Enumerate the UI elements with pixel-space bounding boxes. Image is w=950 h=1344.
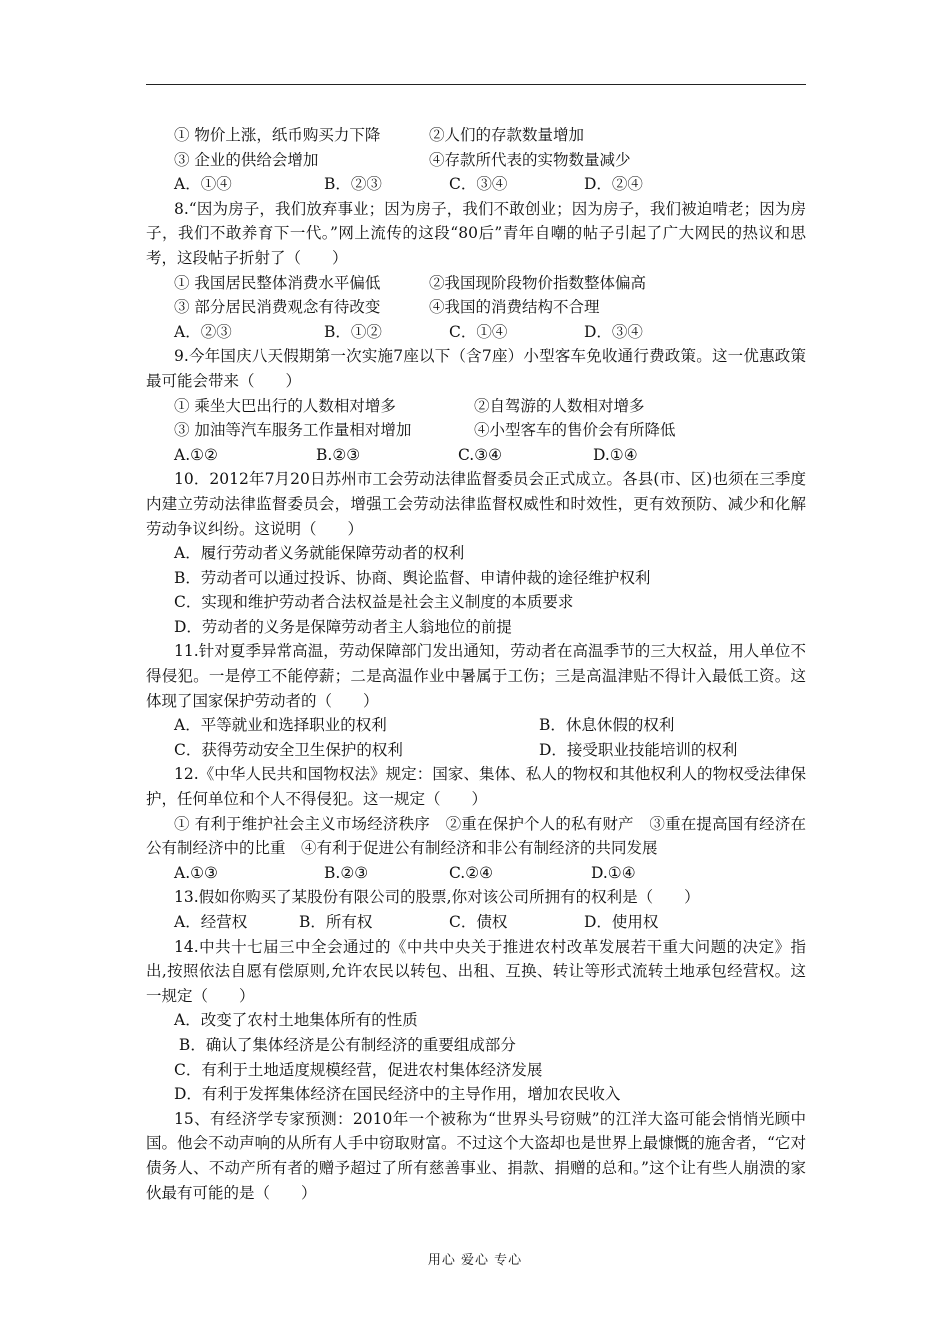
q12-answer-a: A.①③ [174,863,218,882]
q9-option-2: ②自驾游的人数相对增多 [474,396,645,415]
q11-option-b: B．休息休假的权利 [539,716,675,735]
q12-answer-d: D.①④ [591,863,636,882]
q13-answer-c: C．债权 [449,913,508,931]
q11-option-a: A．平等就业和选择职业的权利 [174,716,387,735]
q10-option-b: B．劳动者可以通过投诉、协商、舆论监督、申请仲裁的途径维护权利 [174,568,651,587]
q9-option-1: ① 乘坐大巴出行的人数相对增多 [174,396,396,415]
q7-answer-b: B．②③ [324,175,382,194]
q11-stem: 11.针对夏季异常高温，劳动保障部门发出通知，劳动者在高温季节的三大权益，用人单位不得侵犯。一是停工不能停薪；二是高温作业中暑属于工伤；三是高温津贴不得计入最低工资。这体现了国家保护劳动者的（ ） [146,642,806,710]
q8-option-1: ① 我国居民整体消费水平偏低 [174,273,381,292]
q8-answer-d: D．③④ [584,322,643,341]
q7-options-row-2 [146,148,806,173]
page-content [146,123,806,1205]
page-footer: 用心 爱心 专心 [427,1253,523,1268]
q12-stem: 12.《中华人民共和国物权法》规定：国家、集体、私人的物权和其他权利人的物权受法律保护，任何单位和个人不得侵犯。这一规定（ ） [146,765,806,809]
q8-answer-a: A．②③ [174,322,232,341]
q9-options-row-2 [146,418,806,443]
q12-answer-c: C.②④ [449,863,494,882]
q10-option-d: D．劳动者的义务是保障劳动者主人翁地位的前提 [174,617,512,636]
q7-answer-c: C．③④ [449,175,508,194]
q14-option-a: A．改变了农村土地集体所有的性质 [174,1011,418,1030]
q10-option-a: A．履行劳动者义务就能保障劳动者的权利 [174,544,465,563]
q8-option-4: ④我国的消费结构不合理 [429,298,600,317]
q15-stem: 15、有经济学专家预测：2010年一个被称为“世界头号窃贼”的江洋大盗可能会悄悄光顾中国。他会不动声响的从所有人手中窃取财富。不过这个大盗却也是世界上最慷慨的施舍者，“它对债务人、不动产所有者的赠予超过了所有慈善事业、捐款、捐赠的总和。”这个让有些人崩溃的家伙最有可能的是（ ） [146,1109,806,1202]
q7-answers [146,172,806,197]
q13-answer-b: B．所有权 [299,913,373,931]
q14-option-b: B．确认了集体经济是公有制经济的重要组成部分 [174,1035,516,1054]
q7-options-row-1 [146,123,806,148]
q14-option-d: D．有利于发挥集体经济在国民经济中的主导作用，增加农民收入 [174,1085,621,1104]
q9-answer-a: A.①② [174,445,218,464]
q11-option-d: D．接受职业技能培训的权利 [539,740,738,759]
q7-option-4: ④存款所代表的实物数量减少 [429,150,631,169]
header-rule [146,84,806,85]
q9-answers [146,443,806,468]
q11-option-c: C．获得劳动安全卫生保护的权利 [174,740,403,759]
q9-stem: 9.今年国庆八天假期第一次实施7座以下（含7座）小型客车免收通行费政策。这一优惠政策最可能会带来（ ） [146,347,806,390]
q8-answer-b: B．①② [324,322,382,341]
q9-answer-b: B.②③ [316,445,361,464]
q8-options-row-1 [146,271,806,296]
q7-answer-d: D．②④ [584,175,643,194]
q8-option-2: ②我国现阶段物价指数整体偏高 [429,273,647,292]
q9-answer-d: D.①④ [593,445,638,464]
q9-options-row-1 [146,394,806,419]
q14-option-c: C．有利于土地适度规模经营，促进农村集体经济发展 [174,1060,543,1079]
q8-options-row-2 [146,295,806,320]
q7-option-2: ②人们的存款数量增加 [429,126,585,144]
q9-option-3: ③ 加油等汽车服务工作量相对增加 [174,421,412,440]
q12-answers [146,861,806,886]
q8-answer-c: C．①④ [449,322,508,341]
q7-answer-a: A．①④ [174,175,232,194]
q11-options-row-2 [146,738,806,763]
q7-option-1: ① 物价上涨，纸币购买力下降 [174,126,381,144]
q12-answer-b: B.②③ [324,863,369,882]
q12-statements: ① 有利于维护社会主义市场经济秩序 ②重在保护个人的私有财产 ③重在提高国有经济在公有制经济中的比重 ④有利于促进公有制经济和非公有制经济的共同发展 [146,814,806,858]
q8-stem: 8.“因为房子，我们放弃事业；因为房子，我们不敢创业；因为房子，我们被迫啃老；因为房子，我们不敢养育下一代。”网上流传的这段“80后”青年自嘲的帖子引起了广大网民的热议和思考，这段帖子折射了（ ） [146,199,806,267]
q13-answer-d: D．使用权 [584,913,659,931]
q11-options-row-1 [146,713,806,738]
q10-stem: 10．2012年7月20日苏州市工会劳动法律监督委员会正式成立。各县(市、区)也须在三季度内建立劳动法律监督委员会，增强工会劳动法律监督权威性和时效性，更有效预防、减少和化解劳动争议纠纷。这说明（ ） [146,470,806,538]
q10-option-c: C．实现和维护劳动者合法权益是社会主义制度的本质要求 [174,593,574,612]
q8-answers [146,320,806,345]
q9-answer-c: C.③④ [458,445,503,464]
q13-answer-a: A．经营权 [174,913,248,931]
q8-option-3: ③ 部分居民消费观念有待改变 [174,298,381,317]
q13-stem: 13.假如你购买了某股份有限公司的股票,你对该公司所拥有的权利是（ ） [174,888,700,907]
q14-stem: 14.中共十七届三中全会通过的《中共中央关于推进农村改革发展若干重大问题的决定》指出,按照依法自愿有偿原则,允许农民以转包、出租、互换、转让等形式流转土地承包经营权。这一规定（ ） [146,937,806,1005]
q9-option-4: ④小型客车的售价会有所降低 [474,421,676,440]
q13-answers [146,910,806,935]
q7-option-3: ③ 企业的供给会增加 [174,150,319,169]
